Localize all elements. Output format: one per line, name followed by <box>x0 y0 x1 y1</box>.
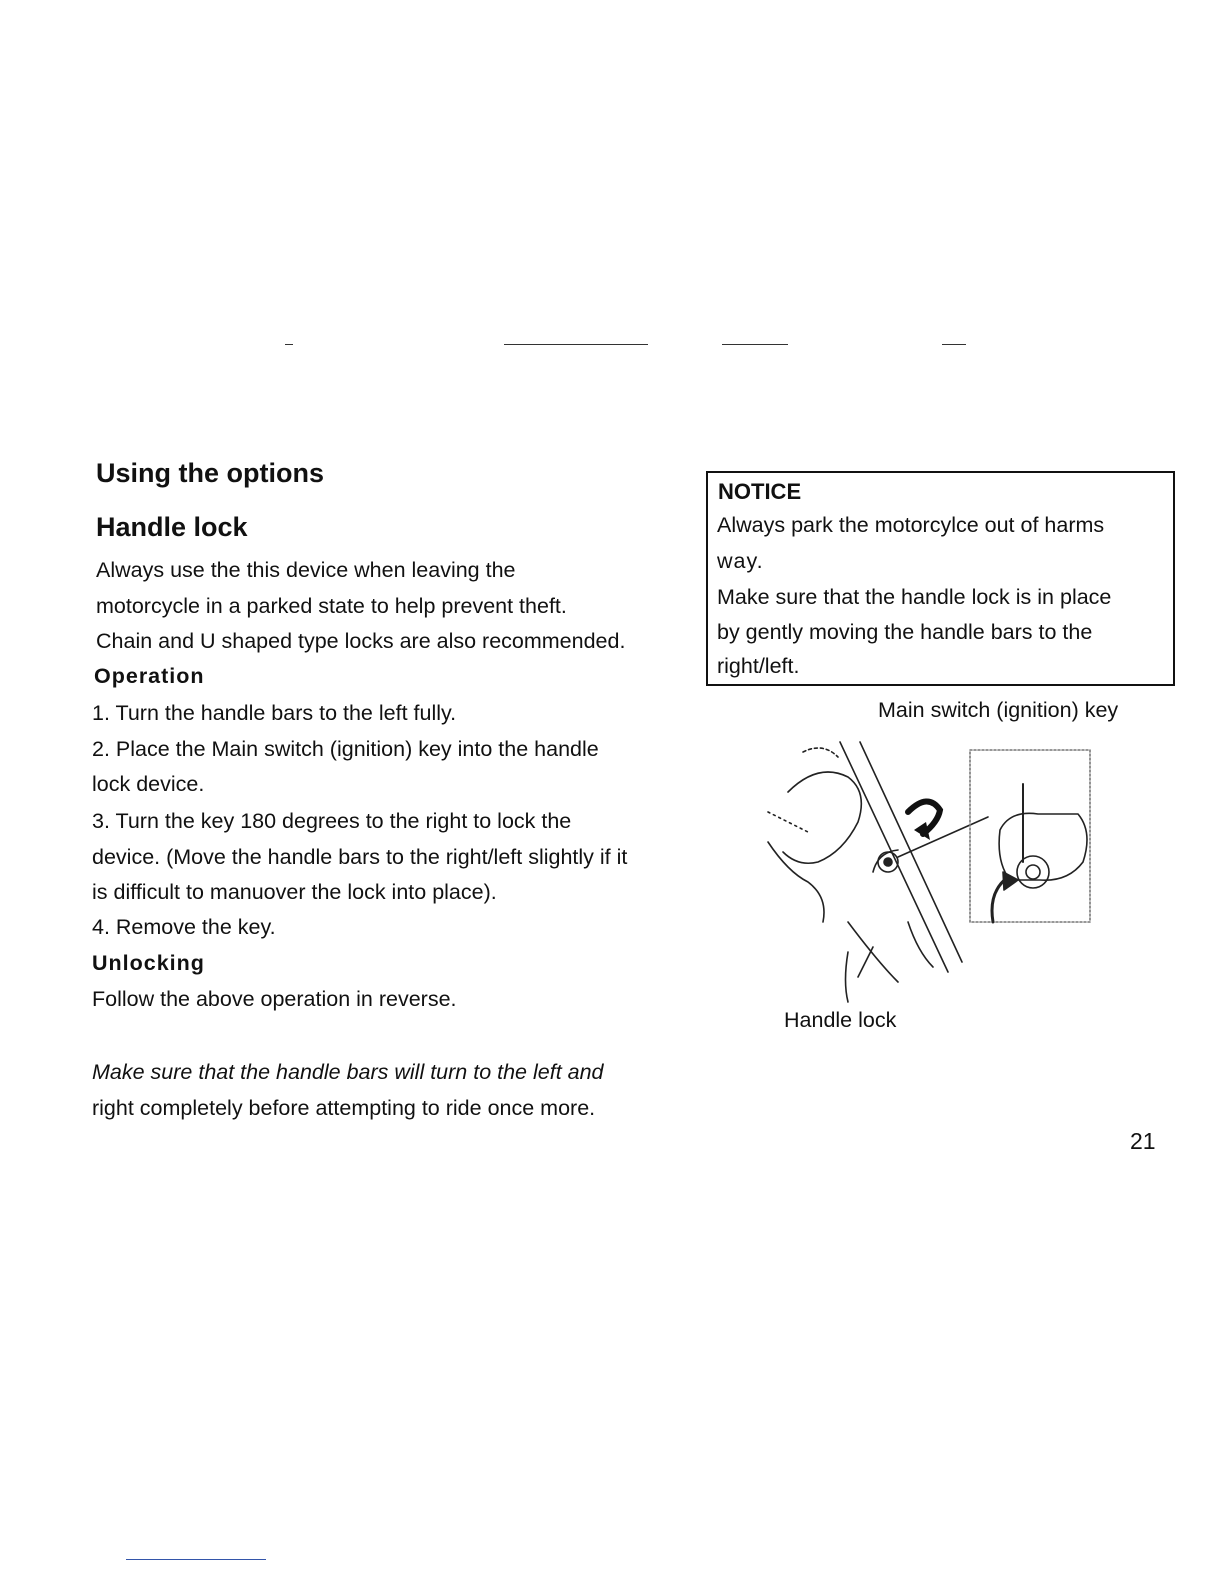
top-rule-4 <box>942 344 966 345</box>
figure-label-handle-lock: Handle lock <box>784 1008 897 1032</box>
operation-line-1: 1. Turn the handle bars to the left fully. <box>92 701 457 725</box>
notice-line-5: right/left. <box>717 654 800 678</box>
intro-line-3: Chain and U shaped type locks are also recommended. <box>96 629 626 653</box>
notice-box <box>706 471 1175 686</box>
top-rule-1 <box>285 344 293 345</box>
notice-line-2: way. <box>717 549 764 573</box>
top-rule-3 <box>722 344 788 345</box>
operation-line-4: 3. Turn the key 180 degrees to the right to lock the <box>92 809 572 833</box>
notice-title: NOTICE <box>718 479 802 504</box>
notice-line-3: Make sure that the handle lock is in place <box>717 585 1112 609</box>
top-rule-2 <box>504 344 648 345</box>
handle-lock-illustration <box>748 722 1108 1012</box>
notice-line-1: Always park the motorcylce out of harms <box>717 513 1105 537</box>
operation-line-5: device. (Move the handle bars to the right/left slightly if it <box>92 845 628 869</box>
intro-line-2: motorcycle in a parked state to help prevent theft. <box>96 594 567 618</box>
operation-line-7: 4. Remove the key. <box>92 915 276 939</box>
note-line-1: Make sure that the handle bars will turn to the left and <box>92 1060 604 1084</box>
operation-line-2: 2. Place the Main switch (ignition) key into the handle <box>92 737 599 761</box>
notice-line-4: by gently moving the handle bars to the <box>717 620 1093 644</box>
note-line-2: right completely before attempting to ride once more. <box>92 1096 596 1120</box>
bottom-rule <box>126 1559 266 1560</box>
figure-label-ignition-key: Main switch (ignition) key <box>878 698 1119 722</box>
operation-heading: Operation <box>94 664 205 688</box>
section-title: Using the options <box>96 458 324 488</box>
operation-line-3: lock device. <box>92 772 205 796</box>
unlocking-heading: Unlocking <box>92 951 205 975</box>
subsection-title: Handle lock <box>96 512 248 542</box>
unlocking-text: Follow the above operation in reverse. <box>92 987 457 1011</box>
operation-line-6: is difficult to manuover the lock into place). <box>92 880 497 904</box>
page-number: 21 <box>1130 1128 1156 1154</box>
intro-line-1: Always use the this device when leaving the <box>96 558 516 582</box>
